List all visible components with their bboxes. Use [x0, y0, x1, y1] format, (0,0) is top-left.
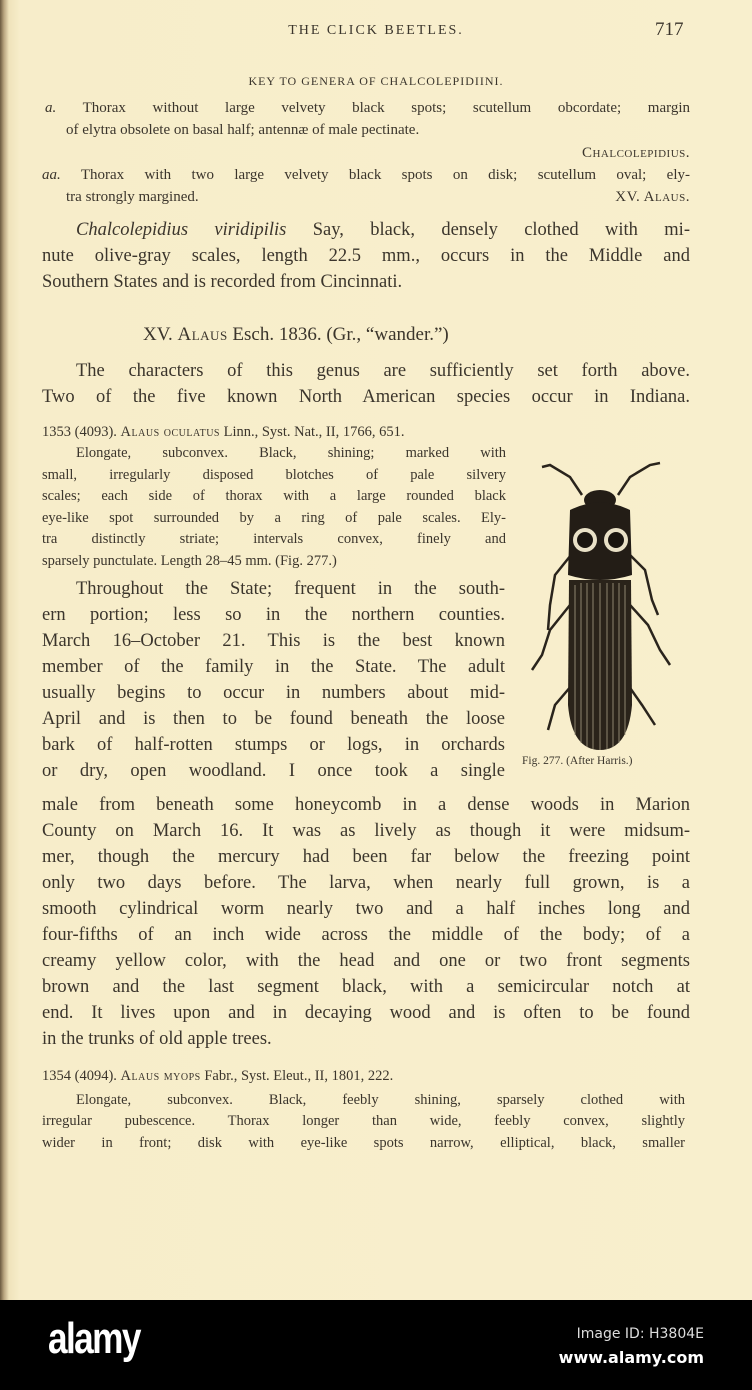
figure-caption-text: Fig. 277. (After Harris.) — [522, 755, 633, 767]
description-line — [42, 511, 506, 526]
watermark-url: www.alamy.com — [558, 1348, 704, 1367]
key-a-line — [66, 123, 419, 138]
text-span: eye-like spot surrounded by a ring of pale scales. Ely- — [42, 510, 506, 526]
notes-line — [42, 926, 690, 945]
text-span: only two days before. The larva, when nearly full grown, is a — [42, 873, 690, 893]
species-name: Chalcolepidius viridipilis — [76, 220, 287, 240]
key-aa-line — [42, 168, 690, 183]
notes-line — [42, 848, 690, 867]
text-span: Elongate, subconvex. Black, shining; marked with — [76, 445, 506, 461]
text-span: bark of half-rotten stumps or logs, in orchards — [42, 735, 505, 755]
key-aa-line — [66, 190, 199, 205]
text-span: Thorax without large velvety black spots; scutellum obcordate; margin — [82, 100, 690, 116]
text-span: or dry, open woodland. I once took a single — [42, 761, 505, 781]
description-line — [42, 1136, 685, 1151]
text-span: Elongate, subconvex. Black, feebly shining, sparsely clothed with — [76, 1092, 685, 1108]
key-marker: aa. — [42, 167, 61, 183]
text-span: of elytra obsolete on basal half; antennæ of male pectinate. — [66, 122, 420, 138]
notes-line — [42, 736, 505, 755]
text-span: Throughout the State; frequent in the south- — [76, 579, 505, 599]
notes-line — [42, 658, 505, 677]
genus-name: Chalcolepidius. — [581, 145, 690, 161]
text-span: tra distinctly striate; intervals convex, finely and — [42, 531, 506, 547]
key-title-text: KEY TO GENERA OF CHALCOLEPIDIINI. — [248, 74, 504, 88]
notes-line — [42, 822, 690, 841]
text-span: Esch. 1836. (Gr., “wander.”) — [227, 324, 449, 345]
text-span: irregular pubescence. Thorax longer than wide, feebly convex, slightly — [42, 1113, 685, 1129]
text-span: Linn., Syst. Nat., II, 1766, 651. — [219, 424, 405, 440]
page-number — [655, 20, 684, 39]
genus-name: Alaus — [177, 324, 228, 345]
text-span: mer, though the mercury had been far below the freezing point — [42, 847, 690, 867]
text-span: sparsely punctulate. Length 28–45 mm. (Fig. 277.) — [42, 553, 337, 569]
notes-line — [42, 684, 505, 703]
description-line — [76, 446, 506, 461]
text-span: small, irregularly disposed blotches of pale silvery — [42, 467, 506, 483]
text-span: April and is then to be found beneath the loose — [42, 709, 505, 729]
species-number: 1354 (4094). — [42, 1068, 117, 1084]
notes-line — [76, 580, 505, 599]
text-span: in the trunks of old apple trees. — [42, 1029, 272, 1049]
key-marker: a. — [45, 100, 57, 116]
notes-line — [42, 978, 690, 997]
species-name: Alaus oculatus — [120, 424, 220, 440]
watermark-bar — [0, 1300, 752, 1390]
notes-line — [42, 1030, 690, 1049]
text-span: Say, black, densely clothed with mi- — [286, 220, 690, 240]
text-span: wider in front; disk with eye-like spots narrow, elliptical, black, smaller — [42, 1135, 685, 1151]
page-number-text: 717 — [655, 19, 684, 40]
notes-line — [42, 606, 505, 625]
running-title-text: THE CLICK BEETLES. — [288, 23, 464, 38]
text-span: Two of the five known North American species occur in Indiana. — [42, 387, 690, 407]
text-span: Fabr., Syst. Eleut., II, 1801, 222. — [200, 1068, 394, 1084]
key-aa-genus — [540, 190, 690, 205]
species-name: Alaus myops — [120, 1068, 201, 1084]
note-line — [42, 247, 690, 266]
figure-caption — [522, 756, 633, 768]
text-span: creamy yellow color, with the head and one or two front segments — [42, 951, 690, 971]
intro-line — [76, 362, 690, 381]
notes-line — [42, 952, 690, 971]
key-a-line — [45, 101, 690, 116]
text-span: brown and the last segment black, with a semicircular notch at — [42, 977, 690, 997]
description-line — [42, 1114, 685, 1129]
intro-line — [42, 388, 690, 407]
description-line — [42, 489, 506, 504]
text-span: male from beneath some honeycomb in a dense woods in Marion — [42, 795, 690, 815]
text-span: Thorax with two large velvety black spots on disk; scutellum oval; ely- — [80, 167, 690, 183]
key-a-genus — [520, 146, 690, 161]
image-id: Image ID: H3804E — [576, 1326, 704, 1342]
text-span: Southern States and is recorded from Cincinnati. — [42, 272, 403, 292]
notes-line — [42, 874, 690, 893]
text-span: County on March 16. It was as lively as though it were midsum- — [42, 821, 690, 841]
genus-number: XV. — [143, 324, 173, 345]
species-header — [42, 425, 404, 440]
notes-line — [42, 632, 505, 651]
note-line — [76, 221, 690, 240]
notes-line — [42, 796, 690, 815]
note-line — [42, 273, 402, 292]
text-span: smooth cylindrical worm nearly two and a half inches long and — [42, 899, 690, 919]
description-line — [42, 468, 506, 483]
key-title — [0, 75, 752, 87]
species-header — [42, 1069, 393, 1084]
text-span: March 16–October 21. This is the best known — [42, 631, 505, 651]
notes-line — [42, 710, 505, 729]
text-span: ern portion; less so in the northern counties. — [42, 605, 505, 625]
text-span: nute olive-gray scales, length 22.5 mm., occurs in the Middle and — [42, 246, 690, 266]
text-span: usually begins to occur in numbers about mid- — [42, 683, 505, 703]
text-span: scales; each side of thorax with a large rounded black — [42, 488, 506, 504]
running-title — [0, 24, 752, 38]
notes-line — [42, 1004, 690, 1023]
notes-line — [42, 762, 505, 781]
species-number: 1353 (4093). — [42, 424, 117, 440]
description-line — [42, 554, 506, 569]
notes-line — [42, 900, 690, 919]
beetle-illustration — [520, 455, 680, 755]
text-span: four-fifths of an inch wide across the middle of the body; of a — [42, 925, 690, 945]
text-span: The characters of this genus are sufficiently set forth above. — [76, 361, 690, 381]
description-line — [42, 532, 506, 547]
alamy-logo: alamy — [48, 1314, 140, 1363]
text-span: end. It lives upon and in decaying wood and is often to be found — [42, 1003, 690, 1023]
text-span: tra strongly margined. — [66, 189, 199, 205]
genus-name: XV. Alaus. — [615, 189, 690, 205]
description-line — [76, 1093, 685, 1108]
text-span: member of the family in the State. The adult — [42, 657, 505, 677]
genus-heading — [143, 325, 449, 344]
